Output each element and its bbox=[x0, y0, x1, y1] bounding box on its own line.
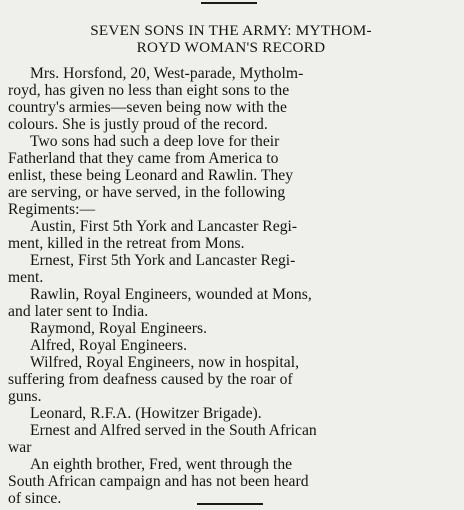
headline-line-2: ROYD WOMAN'S RECORD bbox=[136, 39, 326, 56]
top-rule bbox=[201, 2, 257, 4]
body-line bbox=[30, 65, 303, 82]
body-line: of since. bbox=[8, 490, 62, 507]
body-line: colours. She is justly proud of the record. bbox=[8, 116, 268, 133]
body-line: enlist, these being Leonard and Rawlin. They bbox=[8, 167, 294, 184]
body-line: ment, killed in the retreat from Mons. bbox=[8, 235, 245, 252]
body-line: Alfred, Royal Engineers. bbox=[30, 337, 188, 354]
body-line: guns. bbox=[8, 388, 42, 405]
body-line: ment. bbox=[8, 269, 44, 286]
body-line: war bbox=[8, 439, 32, 456]
body-line: suffering from deafness caused by the roar of bbox=[8, 371, 293, 388]
body-line: Regiments:— bbox=[8, 201, 96, 218]
body-line: Ernest and Alfred served in the South African bbox=[30, 422, 317, 439]
body-line: Raymond, Royal Engineers. bbox=[30, 320, 208, 337]
body-line: Two sons had such a deep love for their bbox=[30, 133, 280, 150]
body-line: An eighth brother, Fred, went through the bbox=[30, 456, 293, 473]
headline-line-1: SEVEN SONS IN THE ARMY: MYTHOM- bbox=[90, 22, 372, 39]
body-line: are serving, or have served, in the following bbox=[8, 184, 286, 201]
body-line: South African campaign and has not been heard bbox=[8, 473, 309, 490]
body-line: Wilfred, Royal Engineers, now in hospital, bbox=[30, 354, 300, 371]
body-line: country's armies—seven being now with the bbox=[8, 99, 287, 116]
body-line: Ernest, First 5th York and Lancaster Regi- bbox=[30, 252, 296, 269]
body-line: Leonard, R.F.A. (Howitzer Brigade). bbox=[30, 405, 262, 422]
body-line: royd, has given no less than eight sons to the bbox=[8, 82, 290, 99]
body-line: and later sent to India. bbox=[8, 303, 149, 320]
bottom-rule bbox=[197, 503, 263, 505]
body-line: Rawlin, Royal Engineers, wounded at Mons, bbox=[30, 286, 312, 303]
body-line: Fatherland that they came from America to bbox=[8, 150, 279, 167]
body-line: Austin, First 5th York and Lancaster Regi- bbox=[30, 218, 298, 235]
body-text: Mrs. Horsfond, 20, West-parade, Mytholm- bbox=[30, 65, 304, 82]
